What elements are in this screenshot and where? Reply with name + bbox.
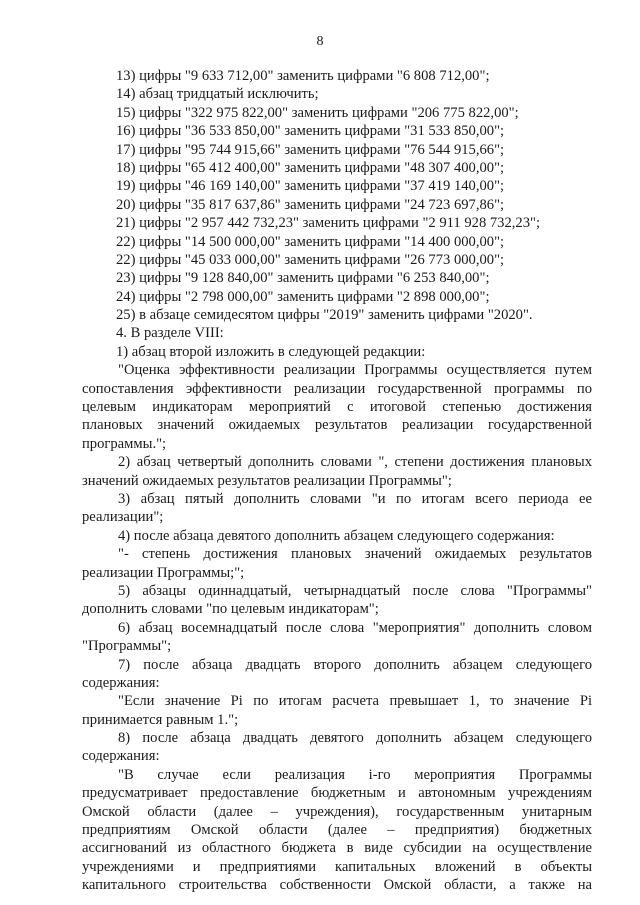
quote-line: предусматривает предоставление бюджетным и автономным учреждениям [82,785,592,802]
list-item: 17) цифры "95 744 915,66" заменить цифрами "76 544 915,66"; [116,141,505,158]
quote-line: ассигнований из областного бюджета в виде субсидии на осуществление [82,840,592,857]
quote-line: плановых значений ожидаемых результатов реализации государственной [82,417,592,434]
list-item: 23) цифры "9 128 840,00" заменить цифрами "6 253 840,00"; [116,270,490,287]
list-item: 21) цифры "2 957 442 732,23" заменить цифрами "2 911 928 732,23"; [116,215,541,232]
paragraph-line: 6) абзац восемнадцатый после слова "мероприятия" дополнить словом [118,619,592,636]
quote-line: программы."; [82,435,167,452]
quote-line: "В случае если реализация i-го мероприятия Программы [118,766,592,783]
list-item: 13) цифры "9 633 712,00" заменить цифрами "6 808 712,00"; [116,68,490,84]
paragraph-line: 5) абзацы одиннадцатый, четырнадцатый после слова "Программы" [118,582,592,599]
quote-line: Омской области (далее – учреждения), государственным унитарным [82,803,592,820]
paragraph-line: 1) абзац второй изложить в следующей редакции: [116,343,426,360]
page-number: 8 [316,34,324,49]
quote-line: "- степень достижения плановых значений ожидаемых результатов [118,546,592,563]
list-item: 20) цифры "35 817 637,86" заменить цифрами "24 723 697,86"; [116,196,505,213]
paragraph-line: 4) после абзаца девятого дополнить абзацем следующего содержания: [118,527,555,544]
quote-line: предприятиям Омской области (далее – предприятия) бюджетных [82,822,592,839]
paragraph-line: значений ожидаемых результатов реализации Программы"; [82,472,452,489]
section-heading: 4. В разделе VIII: [116,325,224,342]
quote-line: "Оценка эффективности реализации Программы осуществляется путем [118,362,592,379]
quote-line: целевым индикаторам мероприятий с итоговой степенью достижения [82,399,592,416]
paragraph-line: реализации"; [82,509,164,526]
paragraph-line: "Программы"; [82,638,172,655]
paragraph-line: 8) после абзаца двадцать девятого дополнить абзацем следующего [118,730,592,747]
list-item: 25) в абзаце семидесятом цифры "2019" заменить цифрами "2020". [116,307,533,324]
list-item: 19) цифры "46 169 140,00" заменить цифрами "37 419 140,00"; [116,178,505,195]
list-item: 16) цифры "36 533 850,00" заменить цифрами "31 533 850,00"; [116,123,505,140]
paragraph-line: 2) абзац четвертый дополнить словами ", степени достижения плановых [118,454,592,471]
quote-line: учреждениями и предприятиями капитальных вложений в объекты [82,858,592,875]
paragraph-line: 7) после абзаца двадцать второго дополнить абзацем следующего [118,656,592,673]
quote-line: реализации Программы;"; [82,564,245,581]
paragraph-line: 3) абзац пятый дополнить словами "и по итогам всего периода ее [118,490,592,507]
list-item: 24) цифры "2 798 000,00" заменить цифрами "2 898 000,00"; [116,288,490,305]
paragraph-line: содержания: [82,674,160,691]
list-item: 22) цифры "45 033 000,00" заменить цифрами "26 773 000,00"; [116,251,505,268]
list-item: 14) абзац тридцатый исключить; [116,86,319,103]
quote-line: сопоставления эффективности реализации государственной программы по [82,380,592,397]
paragraph-line: содержания: [82,748,160,765]
paragraph-line: дополнить словами "по целевым индикаторам"; [82,601,379,618]
quote-line: капитального строительства собственности Омской области, а также на [82,877,592,894]
list-item: 18) цифры "65 412 400,00" заменить цифрами "48 307 400,00"; [116,159,505,176]
list-item: 22) цифры "14 500 000,00" заменить цифрами "14 400 000,00"; [116,233,505,250]
quote-line: принимается равным 1."; [82,711,239,728]
quote-line: "Если значение Pi по итогам расчета превышает 1, то значение Pi [118,693,592,710]
list-item: 15) цифры "322 975 822,00" заменить цифрами "206 775 822,00"; [116,104,519,121]
document-body [82,67,592,895]
